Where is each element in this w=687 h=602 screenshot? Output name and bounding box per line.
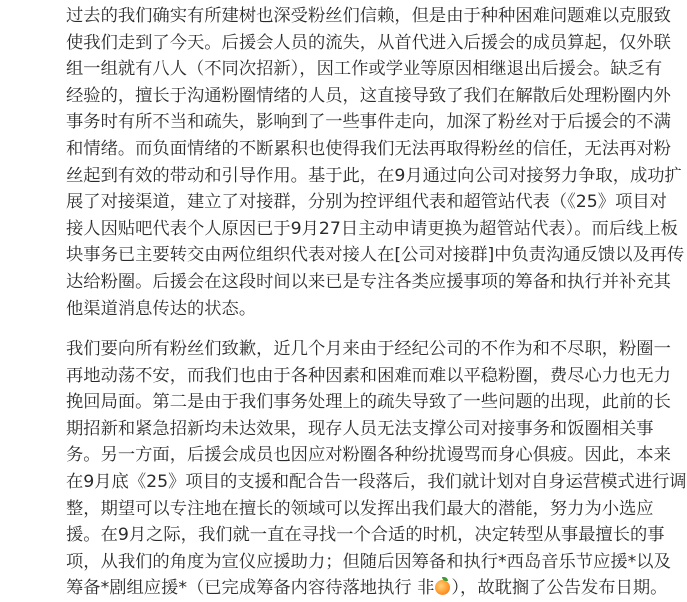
text-line: 和情绪。而负面情绪的不断累积也使得我们无法再取得粉丝的信任，无法再对粉 [66,138,671,159]
text-line: 再地动荡不安，而我们也由于各种因素和困难而难以平稳粉圈，费尽心力也无力 [66,365,671,386]
text-line: 接人因贴吧代表个人原因已于9月27日主动申请更换为超管站代表）。而后线上板 [66,218,678,239]
text-line: 事务时有所不当和疏失，影响到了一些事件走向，加深了粉丝对于后援会的不满 [66,112,671,133]
text-line: 项，从我们的角度为宣仪应援助力；但随后因筹备和执行*西岛音乐节应援*以及 [66,551,671,572]
text-line: 经验的，擅长于沟通粉圈情绪的人员，这直接导致了我们在解散后处理粉圈内外 [66,85,671,106]
text-line: 在9月底《25》项目的支援和配合告一段落后，我们就计划对自身运营模式进行调 [66,471,687,492]
peach-icon [435,580,450,595]
text-line: 过去的我们确实有所建树也深受粉丝们信赖，但是由于种种困难问题难以克服致 [66,6,671,26]
paragraph-1 [66,3,685,322]
text-line-last [66,575,668,602]
text-line: 块事务已主要转交由两位组织代表对接人在[公司对接群]中负责沟通反馈以及再传 [66,245,685,266]
text-line: 使我们走到了今天。后援会人员的流失，从首代进入后援会的成员算起，仅外联 [66,32,671,53]
text-line: 丝起到有效的带动和引导作用。基于此，在9月通过向公司对接努力争取，成功扩 [66,165,682,186]
text-line: 挽回局面。第二是由于我们事务处理上的疏失导致了一些问题的出现，此前的长 [66,392,671,413]
text-line: 达给粉圈。后援会在这段时间以来已是专注各类应援事项的筹备和执行并补充其 [66,271,671,292]
text-line: 组一组就有八人（不同次招新），因工作或学业等原因相继退出后援会。缺乏有 [66,59,663,80]
text-line: 援。在9月之际，我们就一直在寻找一个合适的时机，决定转型从事最擅长的事 [66,525,665,546]
text-line: 我们要向所有粉丝们致歉，近几个月来由于经纪公司的不作为和不尽职，粉圈一 [66,339,671,359]
text-line: 展了对接渠道，建立了对接群，分别为控评组代表和超管站代表（《25》项目对 [66,192,667,213]
text-before-emoji: 筹备*剧组应援*（已完成筹备内容待落地执行 非 [66,578,435,599]
text-line: 期招新和紧急招新均未达效果，现存人员无法支撑公司对接事务和饭圈相关事 [66,418,654,439]
paragraph-2 [66,336,687,602]
text-line: 他渠道消息传达的状态。 [66,298,257,319]
text-line: 务。另一方面，后援会成员也因应对粉圈各种纷扰谩骂而身心俱疲。因此，本来 [66,445,671,466]
text-after-emoji: ），故耽搁了公告发布日期。 [451,578,668,599]
text-line: 整，期望可以专注地在擅长的领域可以发挥出我们最大的潜能，努力为小选应 [66,498,654,519]
